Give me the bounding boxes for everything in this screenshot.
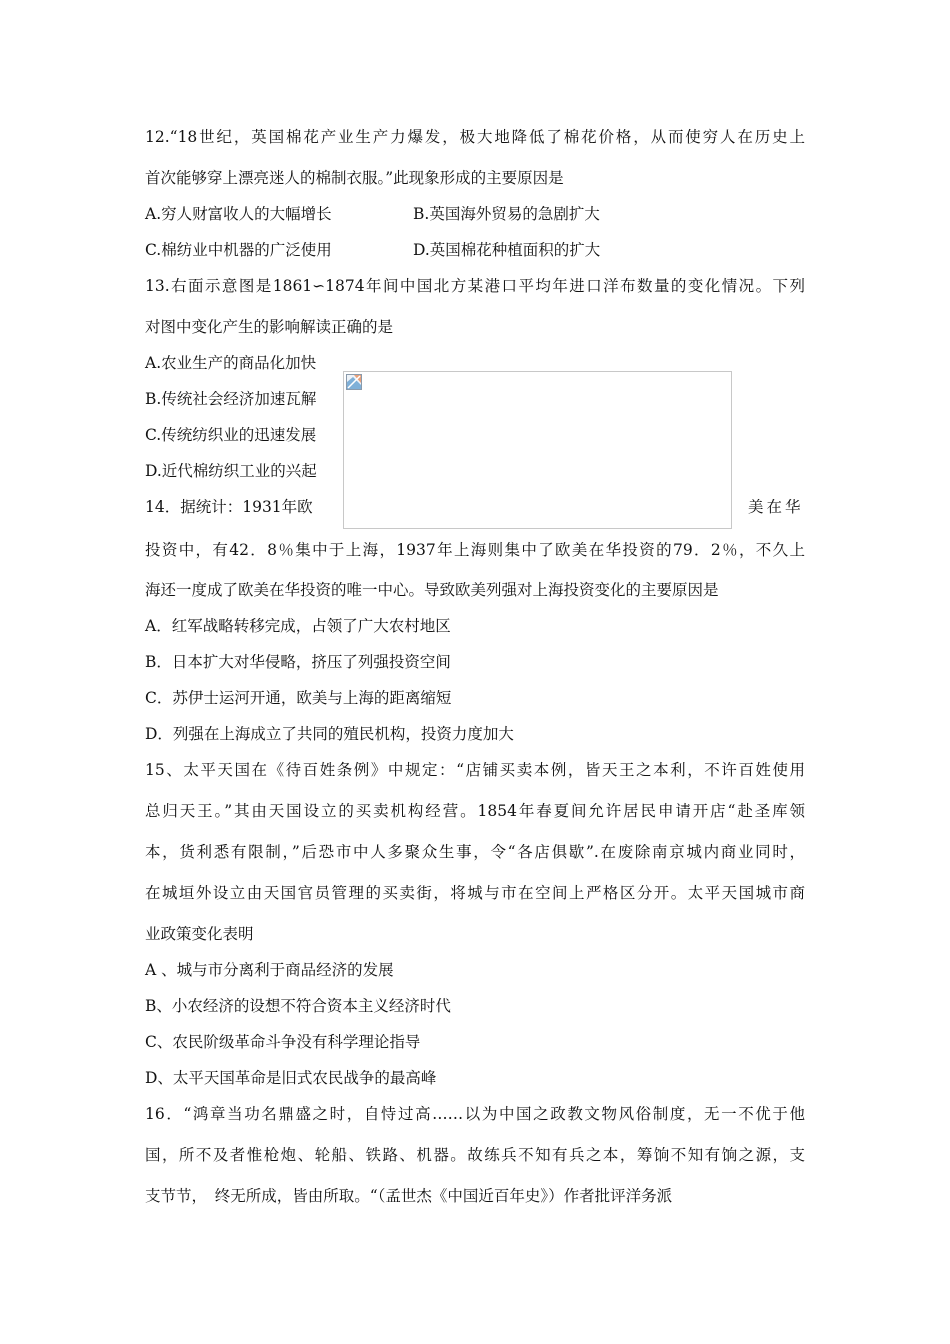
q15-option-c: C、农民阶级革命斗争没有科学理论指导 [145,1033,421,1051]
q13-option-c: C.传统纺织业的迅速发展 [145,426,317,444]
q12-option-a: A.穷人财富收人的大幅增长 [145,205,332,223]
q13-option-b: B.传统社会经济加速瓦解 [145,390,317,408]
q15-option-d: D、太平天国革命是旧式农民战争的最高峰 [145,1069,437,1087]
q14-stem-line-2: 投资中，有42．8％集中于上海，1937年上海则集中了欧美在华投资的79．2％，不久上 [145,541,805,559]
q12-option-d: D.英国棉花种植面积的扩大 [413,241,601,259]
broken-image-placeholder [343,371,732,529]
q12-option-c: C.棉纺业中机器的广泛使用 [145,241,332,259]
q12-stem-line-1: 12.“18世纪，英国棉花产业生产力爆发，极大地降低了棉花价格，从而使穷人在历史上 [145,128,805,146]
q14-option-b: B．日本扩大对华侵略，挤压了列强投资空间 [145,653,451,671]
q15-stem-line-3: 本，货利悉有限制，”后恐市中人多聚众生事，令“各店俱歇”.在废除南京城内商业同时， [145,843,805,861]
q16-stem-line-2: 国，所不及者惟枪炮、轮船、铁路、机器。故练兵不知有兵之本，筹饷不知有饷之源，支 [145,1146,805,1164]
q16-stem-line-1: 16．“鸿章当功名鼎盛之时，自恃过高……以为中国之政教文物风俗制度，无一不优于他 [145,1105,805,1123]
q16-stem-line-3: 支节节， 终无所成，皆由所取。“（孟世杰《中国近百年史》）作者批评洋务派 [145,1187,673,1205]
q13-option-a: A.农业生产的商品化加快 [145,354,317,372]
q13-stem-line-2: 对图中变化产生的影响解读正确的是 [145,318,394,336]
broken-image-icon [346,374,362,390]
q15-option-b: B、小农经济的设想不符合资本主义经济时代 [145,997,451,1015]
q15-stem-line-1: 15、太平天国在《待百姓条例》中规定：“店铺买卖本例，皆天王之本利，不许百姓使用 [145,761,805,779]
q15-stem-line-5: 业政策变化表明 [145,925,254,943]
q15-stem-line-2: 总归天王。”其由天国设立的买卖机构经营。1854年春夏间允许居民申请开店“赴圣库领 [145,802,805,820]
q12-stem-line-2: 首次能够穿上漂亮迷人的棉制衣服。”此现象形成的主要原因是 [145,169,564,187]
q14-stem-line-1-left: 14．据统计：1931年欧 [145,498,313,516]
q14-stem-line-3: 海还一度成了欧美在华投资的唯一中心。导致欧美列强对上海投资变化的主要原因是 [145,581,719,599]
q15-option-a: A 、城与市分离利于商品经济的发展 [145,961,394,979]
q13-stem-line-1: 13.右面示意图是1861∽1874年间中国北方某港口平均年进口洋布数量的变化情况。下列 [145,277,805,295]
q14-option-a: A．红军战略转移完成，占领了广大农村地区 [145,617,451,635]
q14-stem-line-1-right: 美在华 [748,498,804,516]
q13-option-d: D.近代棉纺织工业的兴起 [145,462,317,480]
q14-option-c: C．苏伊士运河开通，欧美与上海的距离缩短 [145,689,452,707]
q14-option-d: D．列强在上海成立了共同的殖民机构，投资力度加大 [145,725,514,743]
q15-stem-line-4: 在城垣外设立由天国官员管理的买卖街，将城与市在空间上严格区分开。太平天国城市商 [145,884,805,902]
q12-option-b: B.英国海外贸易的急剧扩大 [413,205,600,223]
